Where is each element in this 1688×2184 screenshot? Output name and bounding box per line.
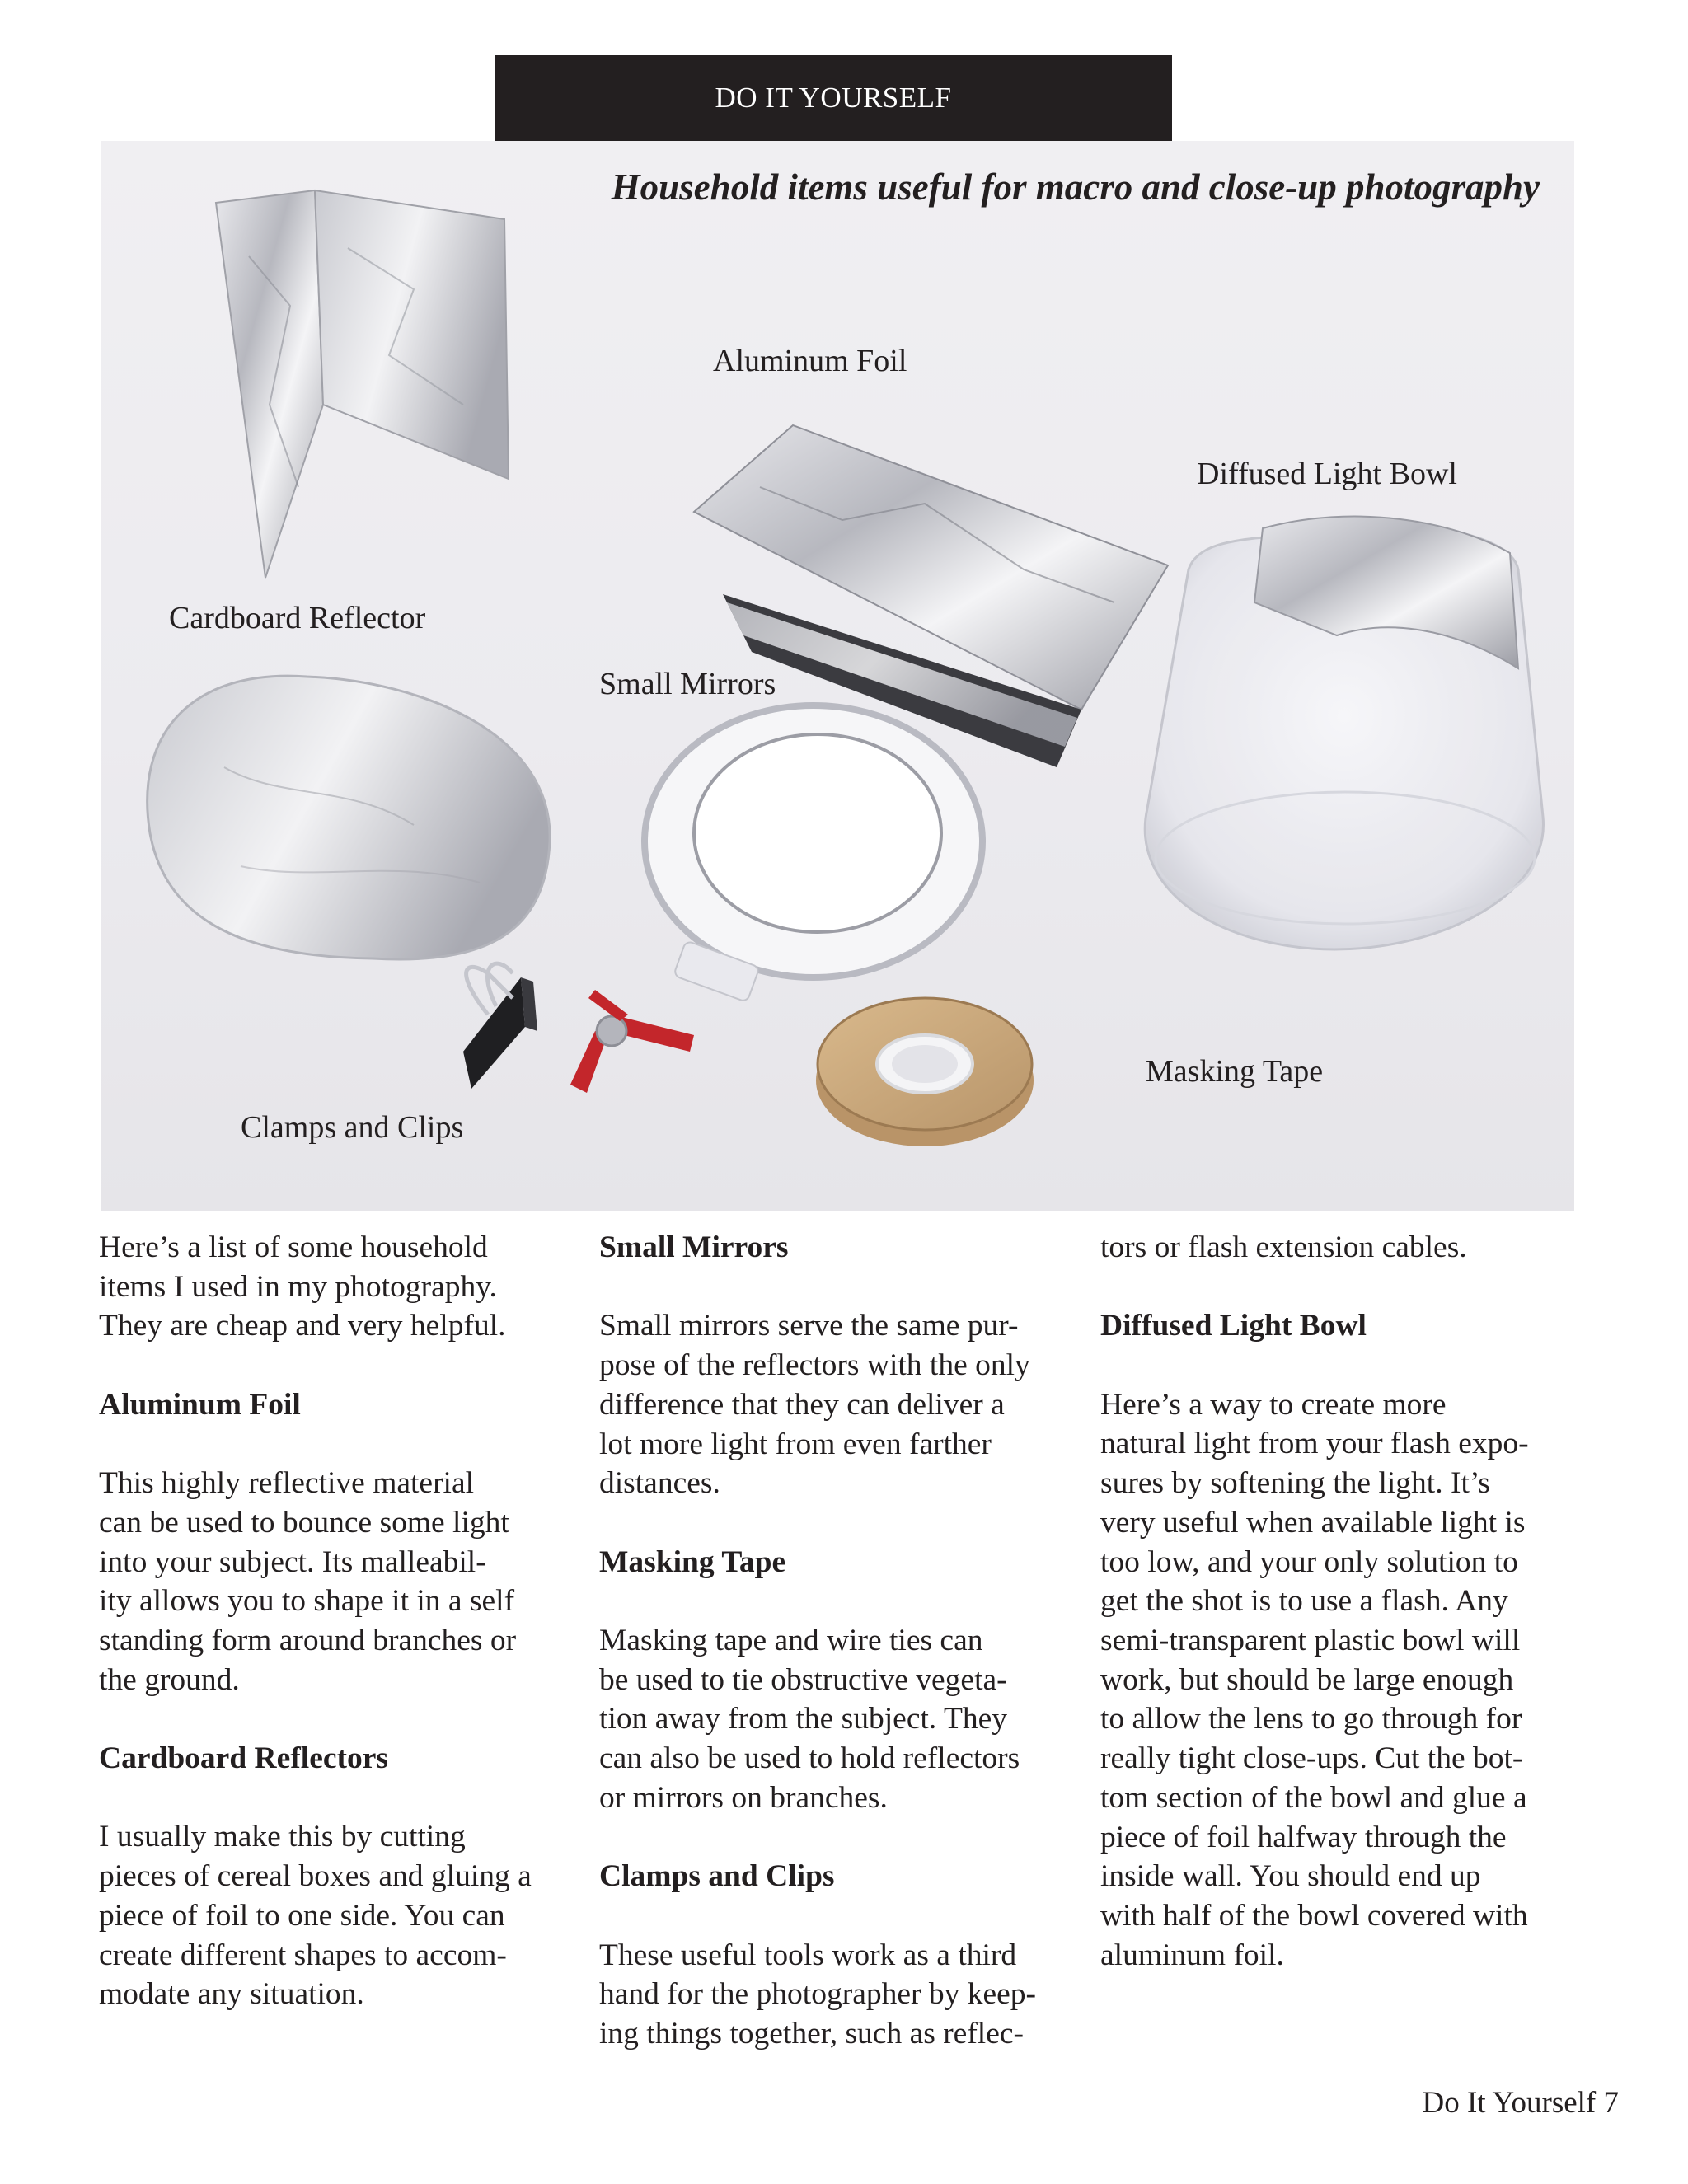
body-line: work, but should be large enough [1100, 1662, 1514, 1697]
blank-line [99, 1699, 532, 1739]
body-line: Masking tape and wire ties can [599, 1623, 983, 1657]
body-line: sures by softening the light. It’s [1100, 1466, 1490, 1501]
blank-line [1100, 1268, 1529, 1307]
blank-line [599, 1896, 1036, 1936]
blank-line [99, 1425, 532, 1465]
photo-household-items [101, 141, 1574, 1211]
subheading-masking-tape: Masking Tape [599, 1544, 786, 1579]
masking-tape-icon [816, 998, 1034, 1146]
label-diffused-light-bowl: Diffused Light Bowl [1197, 457, 1457, 491]
body-line: lot more light from even farther [599, 1427, 992, 1461]
body-line: This highly reflective material [99, 1466, 475, 1501]
subheading-clamps-and-clips: Clamps and Clips [599, 1859, 835, 1894]
body-line: tion away from the subject. They [599, 1702, 1008, 1736]
body-line: pose of the reflectors with the only [599, 1348, 1030, 1383]
label-clamps-and-clips: Clamps and Clips [241, 1110, 464, 1145]
blank-line [99, 1779, 532, 1818]
body-line: hand for the photographer by keep- [599, 1977, 1037, 2012]
body-line: too low, and your only solution to [1100, 1544, 1518, 1579]
body-line: be used to tie obstructive vegeta- [599, 1662, 1007, 1697]
binder-clip-icon [463, 963, 537, 1089]
body-line: standing form around branches or [99, 1624, 517, 1657]
photo-title: Household items useful for macro and close-up photography [611, 166, 1540, 208]
blank-line [599, 1268, 1036, 1307]
body-line: They are cheap and very helpful. [99, 1309, 506, 1343]
body-line: get the shot is to use a flash. Any [1100, 1584, 1508, 1619]
body-line: into your subject. Its malleabil- [99, 1544, 486, 1579]
text-column-1 [99, 1228, 532, 2014]
cardboard-reflector-icon [216, 190, 509, 578]
label-small-mirrors: Small Mirrors [599, 667, 776, 701]
text-column-2 [599, 1228, 1036, 2054]
diffused-light-bowl-icon [1145, 517, 1543, 949]
body-line: distances. [599, 1466, 720, 1501]
body-line: inside wall. You should end up [1100, 1859, 1481, 1894]
small-mirror-icon [645, 705, 982, 1002]
section-header-label: DO IT YOURSELF [715, 82, 952, 114]
body-line: really tight close-ups. Cut the bot- [1100, 1741, 1523, 1776]
section-header [495, 55, 1172, 141]
spring-clamp-icon [570, 990, 694, 1093]
subheading-cardboard-reflectors: Cardboard Reflectors [99, 1741, 388, 1776]
text-column-3 [1100, 1228, 1529, 1975]
subheading-small-mirrors: Small Mirrors [599, 1230, 789, 1264]
body-line: with half of the bowl covered with [1100, 1898, 1528, 1933]
body-line: These useful tools work as a third [599, 1938, 1017, 1972]
label-cardboard-reflector: Cardboard Reflector [169, 601, 426, 635]
blank-line [1100, 1346, 1529, 1385]
photo-illustration [101, 141, 1574, 1211]
body-line: I usually make this by cutting [99, 1820, 466, 1854]
label-masking-tape: Masking Tape [1146, 1054, 1324, 1089]
body-line: natural light from your flash expo- [1100, 1427, 1529, 1461]
body-line: the ground. [99, 1662, 240, 1697]
body-line: semi-transparent plastic bowl will [1100, 1624, 1521, 1657]
body-line: Here’s a way to create more [1100, 1387, 1447, 1422]
body-line: Here’s a list of some household [99, 1230, 488, 1264]
foil-disc-icon [148, 676, 550, 959]
body-line: modate any situation. [99, 1977, 364, 2012]
body-line: ing things together, such as reflec- [599, 2016, 1025, 2050]
body-line: items I used in my photography. [99, 1269, 497, 1304]
body-line: pieces of cereal boxes and gluing a [99, 1859, 532, 1894]
page-footer: Do It Yourself 7 [1422, 2086, 1619, 2120]
blank-line [599, 1503, 1036, 1543]
body-line: piece of foil to one side. You can [99, 1898, 505, 1933]
subheading-aluminum-foil: Aluminum Foil [99, 1387, 301, 1422]
blank-line [599, 1582, 1036, 1621]
body-line: Small mirrors serve the same pur- [599, 1309, 1019, 1343]
body-line: or mirrors on branches. [599, 1780, 888, 1815]
subheading-diffused-light-bowl: Diffused Light Bowl [1100, 1309, 1367, 1343]
blank-line [99, 1346, 532, 1385]
body-line: tom section of the bowl and glue a [1100, 1780, 1527, 1815]
body-line: can also be used to hold reflectors [599, 1741, 1020, 1776]
body-line: to allow the lens to go through for [1100, 1702, 1522, 1736]
body-line: difference that they can deliver a [599, 1387, 1005, 1422]
body-line: can be used to bounce some light [99, 1505, 509, 1540]
body-line: aluminum foil. [1100, 1938, 1284, 1972]
body-line: create different shapes to accom- [99, 1938, 507, 1972]
body-line: tors or flash extension cables. [1100, 1230, 1467, 1264]
body-line: very useful when available light is [1100, 1505, 1526, 1540]
body-line: ity allows you to shape it in a self [99, 1584, 515, 1619]
blank-line [599, 1818, 1036, 1858]
body-line: piece of foil halfway through the [1100, 1820, 1507, 1854]
label-aluminum-foil: Aluminum Foil [713, 344, 907, 378]
